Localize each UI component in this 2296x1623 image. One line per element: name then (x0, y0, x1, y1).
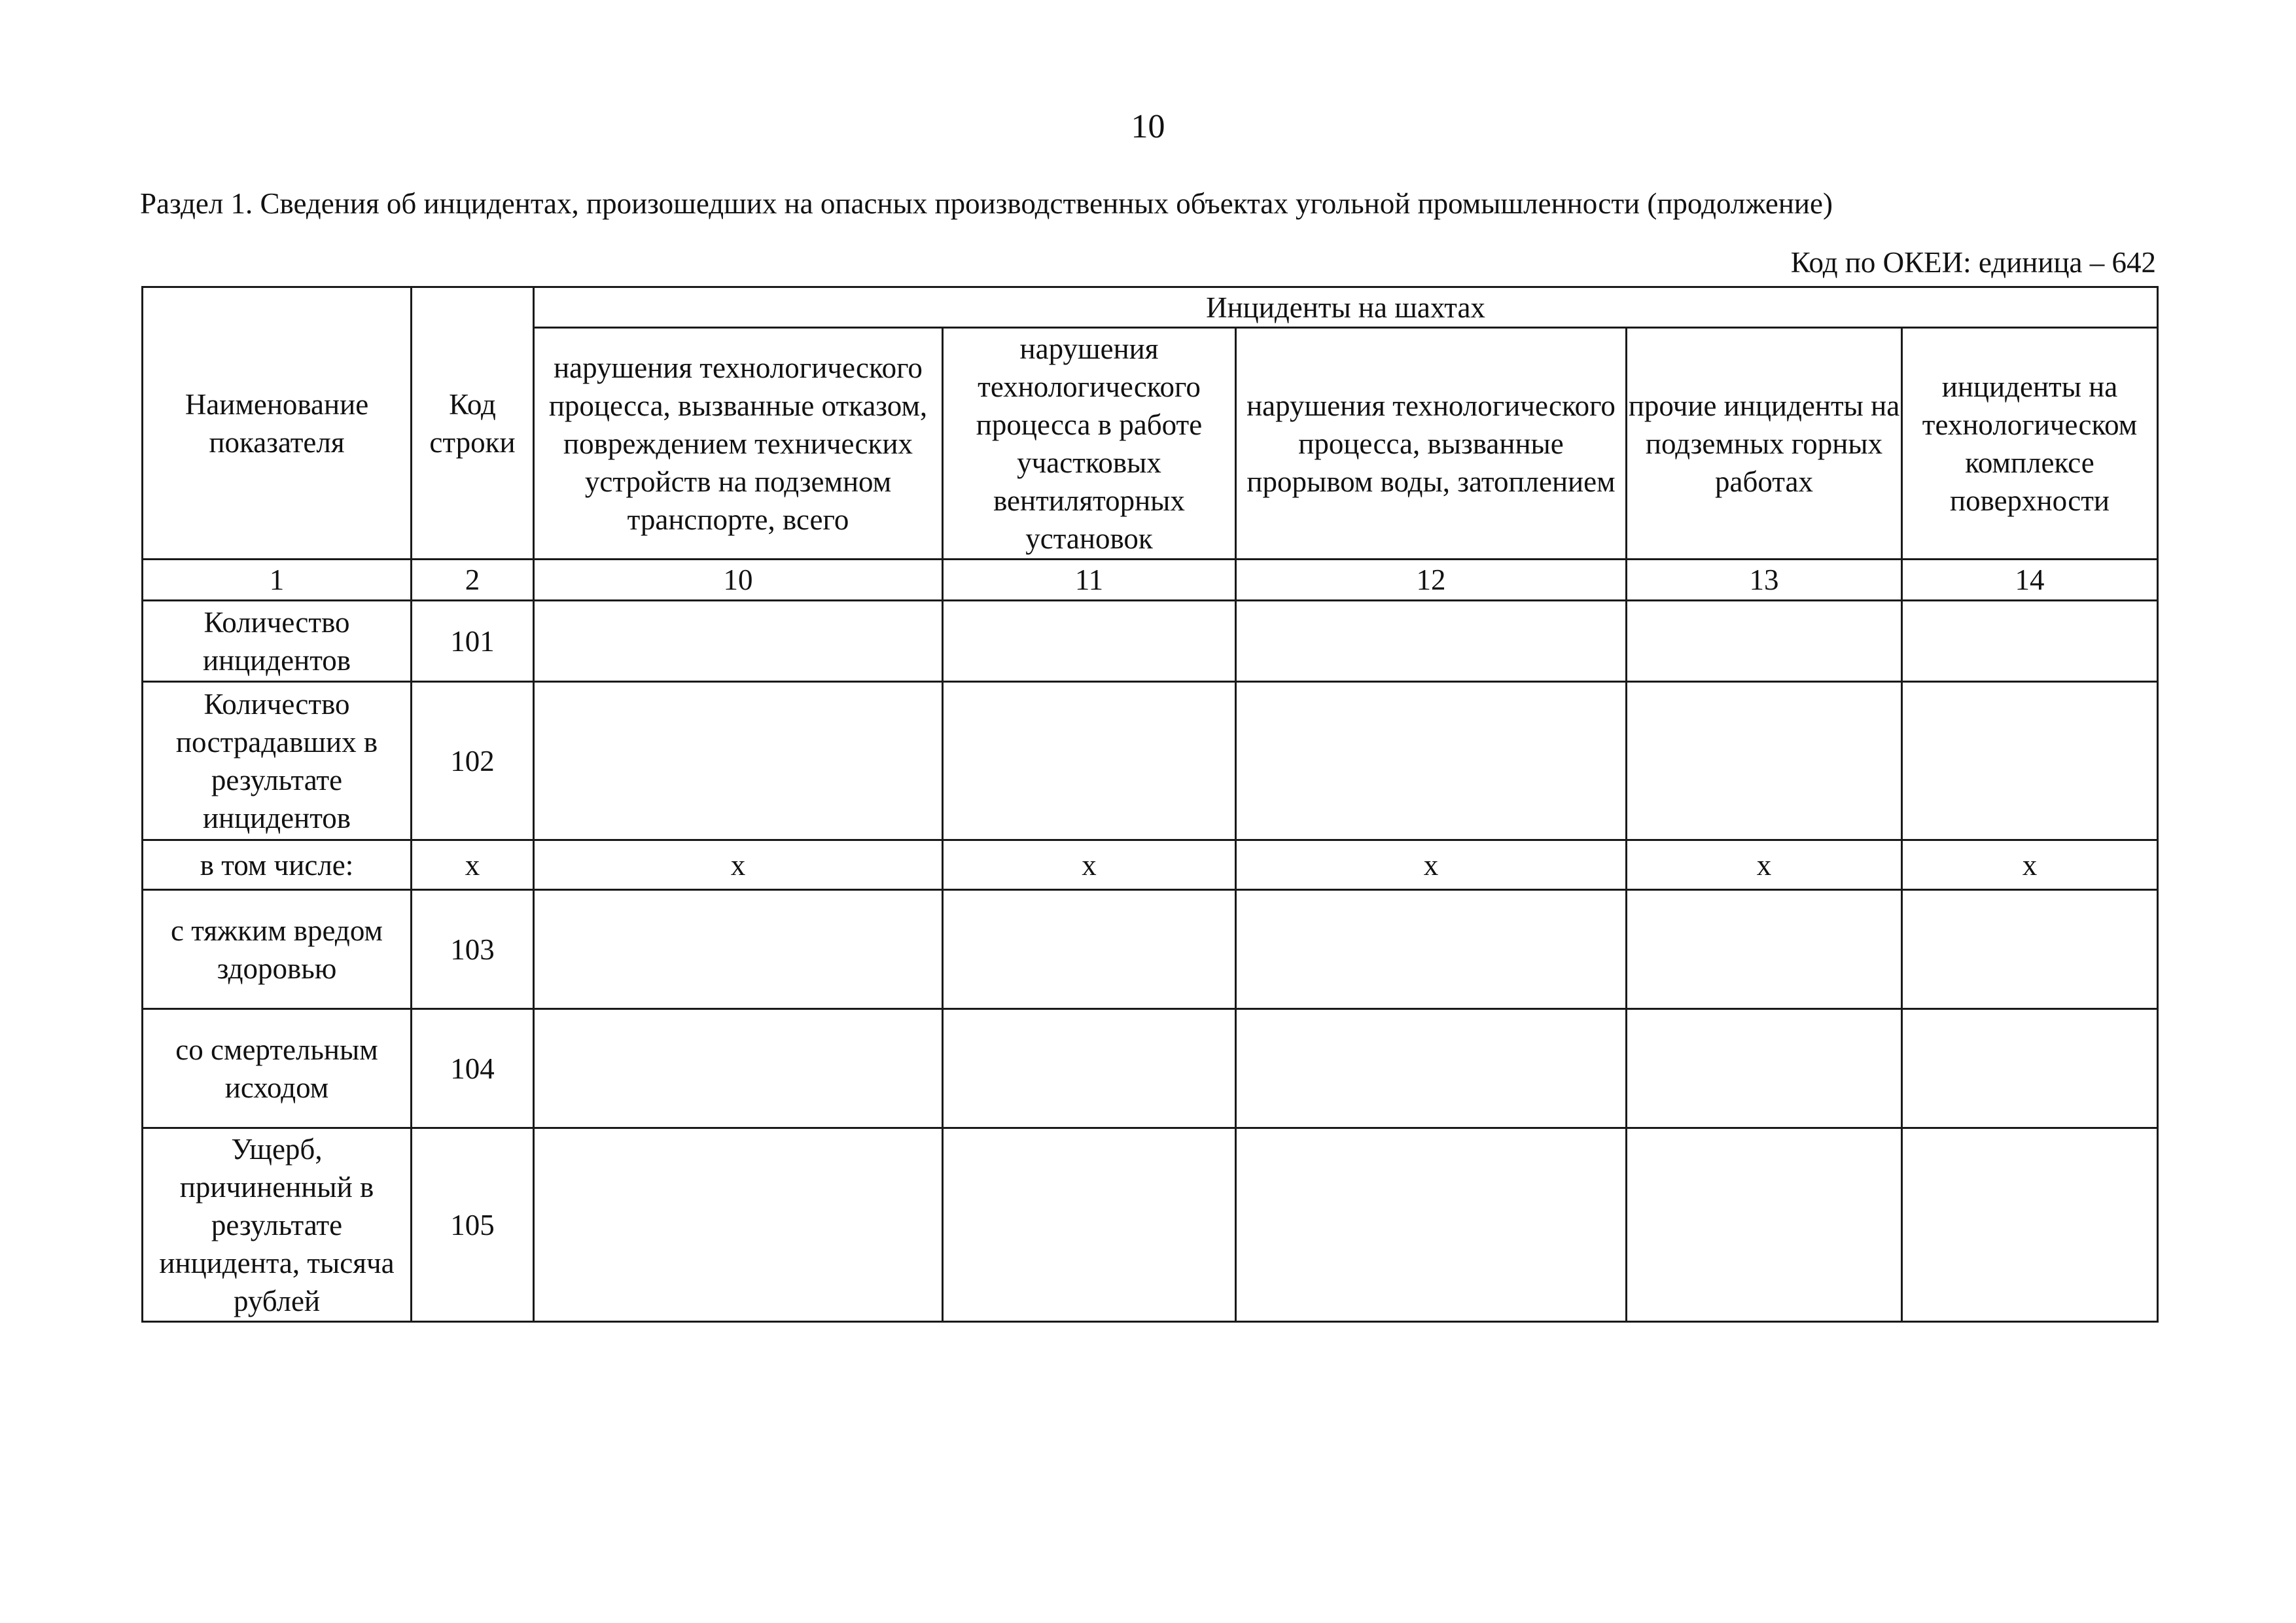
row-name: в том числе: (143, 840, 412, 890)
header-col-11: нарушения технологического процесса в работе участковых вентиляторных установок (943, 328, 1236, 560)
header-col-12: нарушения технологического процесса, вызванные прорывом воды, затоплением (1236, 328, 1627, 560)
column-number: 11 (943, 560, 1236, 601)
column-numbers-row (143, 560, 2158, 601)
row-name: Количество пострадавших в результате инцидентов (143, 682, 412, 840)
row-name: Ущерб, причиненный в результате инцидента, тысяча рублей (143, 1128, 412, 1322)
value-cell[interactable] (1236, 682, 1627, 840)
row-code: 101 (412, 601, 534, 682)
value-cell[interactable] (943, 601, 1236, 682)
header-name: Наименование показателя (143, 287, 412, 560)
column-number: 12 (1236, 560, 1627, 601)
row-code: х (412, 840, 534, 890)
table-row-101 (143, 601, 2158, 682)
value-cell[interactable] (1902, 682, 2158, 840)
value-cell[interactable] (1236, 601, 1627, 682)
header-col-14: инциденты на технологическом комплексе поверхности (1902, 328, 2158, 560)
value-cell[interactable] (943, 682, 1236, 840)
value-cell[interactable] (1902, 890, 2158, 1009)
value-cell[interactable] (1236, 1009, 1627, 1128)
value-cell[interactable] (1627, 890, 1902, 1009)
value-cell[interactable] (534, 682, 943, 840)
value-cell: х (1236, 840, 1627, 890)
value-cell: х (534, 840, 943, 890)
value-cell[interactable] (1902, 1128, 2158, 1322)
table-row-104 (143, 1009, 2158, 1128)
value-cell: х (943, 840, 1236, 890)
row-code: 104 (412, 1009, 534, 1128)
value-cell[interactable] (1627, 1009, 1902, 1128)
value-cell[interactable] (1236, 890, 1627, 1009)
row-code: 105 (412, 1128, 534, 1322)
table-row-103 (143, 890, 2158, 1009)
section-title: Раздел 1. Сведения об инцидентах, произошедших на опасных производственных объектах угольной промышленности (продолжение) (140, 187, 1833, 220)
header-group-mines: Инциденты на шахтах (534, 287, 2158, 328)
row-name: с тяжким вредом здоровью (143, 890, 412, 1009)
value-cell[interactable] (943, 890, 1236, 1009)
table-row-102 (143, 682, 2158, 840)
value-cell[interactable] (534, 890, 943, 1009)
page-number: 10 (1131, 108, 1165, 145)
header-row-group (143, 287, 2158, 328)
value-cell[interactable] (1627, 1128, 1902, 1322)
value-cell[interactable] (1236, 1128, 1627, 1322)
header-col-10: нарушения технологического процесса, вызванные отказом, повреждением технических устройств на подземном транспорте, всего (534, 328, 943, 560)
value-cell: х (1627, 840, 1902, 890)
column-number: 1 (143, 560, 412, 601)
row-name: со смертельным исходом (143, 1009, 412, 1128)
column-number: 14 (1902, 560, 2158, 601)
value-cell[interactable] (1902, 601, 2158, 682)
column-number: 2 (412, 560, 534, 601)
value-cell: х (1902, 840, 2158, 890)
value-cell[interactable] (943, 1128, 1236, 1322)
row-name: Количество инцидентов (143, 601, 412, 682)
header-code: Код строки (412, 287, 534, 560)
value-cell[interactable] (943, 1009, 1236, 1128)
column-number: 13 (1627, 560, 1902, 601)
value-cell[interactable] (534, 1009, 943, 1128)
value-cell[interactable] (534, 1128, 943, 1322)
table-row-including (143, 840, 2158, 890)
value-cell[interactable] (1902, 1009, 2158, 1128)
row-code: 103 (412, 890, 534, 1009)
column-number: 10 (534, 560, 943, 601)
value-cell[interactable] (1627, 682, 1902, 840)
okei-code: Код по ОКЕИ: единица – 642 (1790, 246, 2156, 279)
header-col-13: прочие инциденты на подземных горных работах (1627, 328, 1902, 560)
incidents-table (141, 286, 2159, 1323)
value-cell[interactable] (1627, 601, 1902, 682)
table-row-105 (143, 1128, 2158, 1322)
row-code: 102 (412, 682, 534, 840)
value-cell[interactable] (534, 601, 943, 682)
